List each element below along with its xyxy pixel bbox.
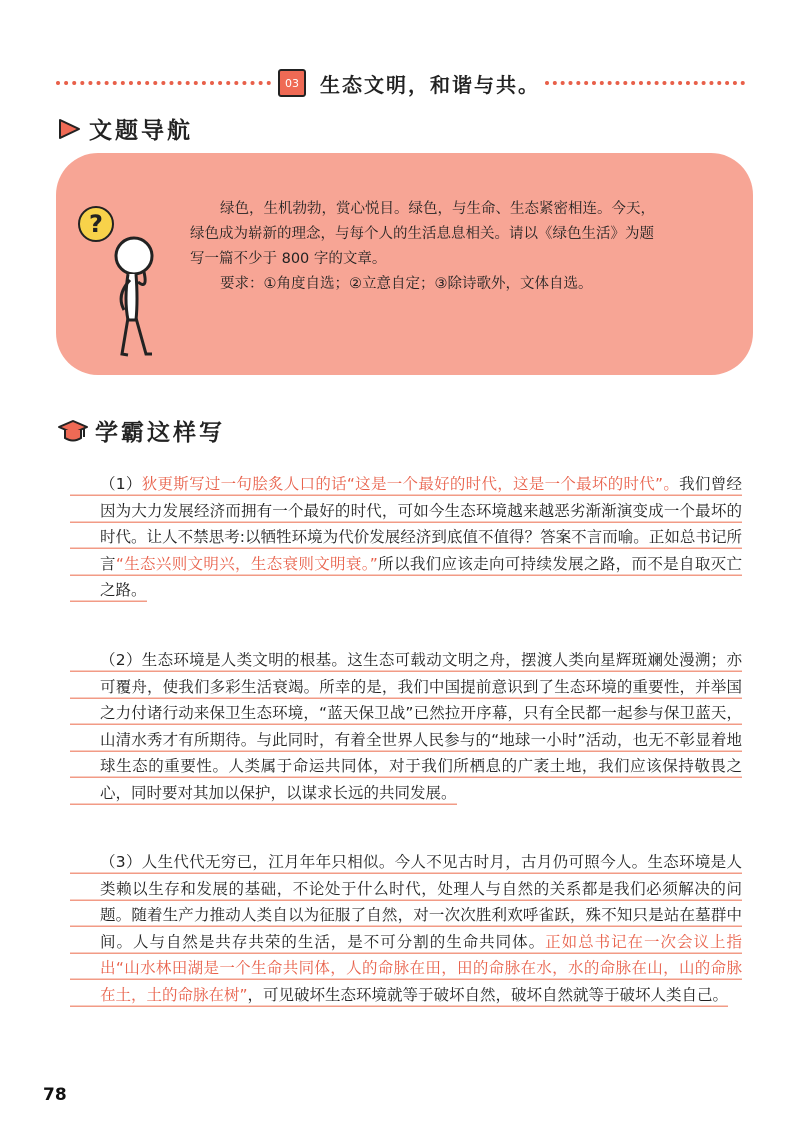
chapter-header xyxy=(278,66,540,100)
header-dotted-line-right xyxy=(545,81,745,85)
paragraph-1-end: 所以我们应该走向可持续发展之路，而不是自取灭亡之路。 xyxy=(100,554,742,599)
prompt-line-2: 绿色成为崭新的理念，与每个人的生活息息相关。请以《绿色生活》为题 xyxy=(190,226,654,242)
page-number: 78 xyxy=(43,1085,67,1105)
paragraph-1-body: 我们曾经因为大力发展经济而拥有一个最好的时代，可如今生态环境越来越恶劣渐渐演变成一个最坏的时代。让人不禁思考:以牺牲环境为代价发展经济到底值不值得？答案不言而喻。正如总书记所言 xyxy=(100,475,742,573)
essay-paragraph-3 xyxy=(70,849,742,1008)
header-dotted-line-left xyxy=(56,81,271,85)
dickens-quote: 狄更斯写过一句脍炙人口的话“这是一个最好的时代，这是一个最坏的时代”。 xyxy=(141,475,680,493)
paragraph-3-end: ，可见破坏生态环境就等于破坏自然，破坏自然就等于破坏人类自己。 xyxy=(247,985,729,1004)
graduation-cap-icon xyxy=(57,417,89,445)
section-title-topic: 文题导航 xyxy=(89,118,193,144)
ecology-quote: “生态兴则文明兴，生态衰则文明衰。” xyxy=(115,554,378,573)
prompt-line-3: 写一篇不少于 800 字的文章。 xyxy=(190,251,387,267)
thinking-person-icon xyxy=(66,200,166,360)
chapter-title: 生态文明，和谐与共。 xyxy=(320,72,540,97)
prompt-requirement: 要求：①角度自选；②立意自定；③除诗歌外，文体自选。 xyxy=(220,276,593,292)
section-title-sample: 学霸这样写 xyxy=(95,420,225,446)
svg-text:?: ? xyxy=(89,210,103,238)
prompt-line-1: 绿色，生机勃勃，赏心悦目。绿色，与生命、生态紧密相连。今天， xyxy=(220,201,655,217)
chapter-number-badge: 03 xyxy=(278,69,306,97)
paragraph-3-body: （3）人生代代无穷已，江月年年只相似。今人不见古时月，古月仍可照今人。生态环境是人类赖以生存和发展的基础，不论处于什么时代，处理人与自然的关系都是我们必须解决的问题。随着生产力推动人类自以为征服了自然，对一次次胜利欢呼雀跃，殊不知只是站在墓群中间。人与自然是共存共荣的生活，是不可分割的生命共同体。 xyxy=(100,853,742,951)
section-heading-sample xyxy=(57,414,225,447)
essay-paragraph-1 xyxy=(70,471,742,604)
play-icon xyxy=(57,116,83,142)
essay-paragraph-2 xyxy=(70,647,742,806)
section-heading-topic xyxy=(57,112,193,145)
paragraph-1-number: （1） xyxy=(100,475,142,493)
paragraph-2-text: （2）生态环境是人类文明的根基。这生态可载动文明之舟，摆渡人类向星辉斑斓处漫溯；亦可覆舟，使我们多彩生活衰竭。所幸的是，我们中国提前意识到了生态环境的重要性，并举国之力付诸行动来保卫生态环境，“蓝天保卫战”已然拉开序幕，只有全民都一起参与保卫蓝天，山清水秀才有所期待。与此同时，有着全世界人民参与的“地球一小时”活动，也无不彰显着地球生态的重要性。人类属于命运共同体，对于我们所栖息的广袤土地，我们应该保持敬畏之心，同时要对其加以保护，以谋求长远的共同发展。 xyxy=(70,651,742,805)
mountains-rivers-quote: 正如总书记在一次会议上指出“山水林田湖是一个生命共同体，人的命脉在田，田的命脉在水，水的命脉在山，山的命脉在土，土的命脉在树” xyxy=(100,932,742,1004)
prompt-text xyxy=(190,197,720,297)
